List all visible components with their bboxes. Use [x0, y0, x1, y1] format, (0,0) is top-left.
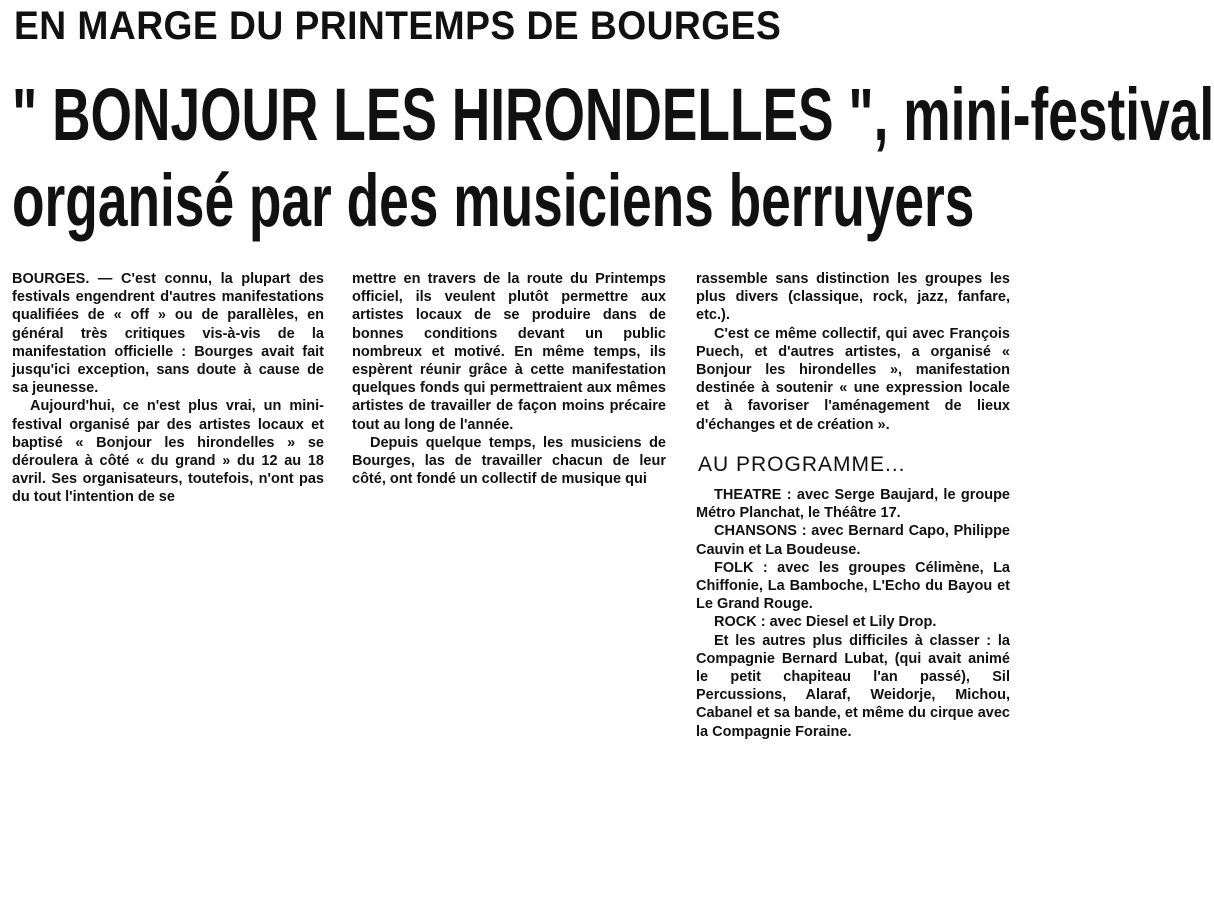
column-2-paragraph-2: Depuis quelque temps, les musiciens de Bourges, las de travailler chacun de leur côté, ont fondé un collectif de musique qui [352, 434, 666, 488]
program-subheading: AU PROGRAMME... [698, 452, 906, 476]
headline-line-2: organisé par des musiciens berruyers [12, 159, 975, 242]
column-2-paragraph-1: mettre en travers de la route du Printemps officiel, ils veulent plutôt permettre aux artistes locaux de se produire dans de bonnes conditions devant un public nombreux et motivé. En même temps, ils espèrent réunir grâce à cette manifestation quelques fonds qui permettraient aux mêmes artistes de travailler de façon moins précaire tout au long de l'année. [352, 271, 666, 433]
article-column-3 [696, 270, 1010, 741]
column-3-paragraph-1: rassemble sans distinction les groupes les plus divers (classique, rock, jazz, fanfare, etc.). [696, 271, 1010, 324]
article-column-1 [12, 270, 324, 507]
column-1-paragraph-1: BOURGES. — C'est connu, la plupart des festivals engendrent d'autres manifestations qualifiées de « off » ou de parallèles, en général très critiques vis-à-vis de la manifestation officielle : Bourges avait fait jusqu'ici exception, sans doute à cause de sa jeunesse. [12, 271, 324, 397]
column-1-paragraph-2: Aujourd'hui, ce n'est plus vrai, un mini-festival organisé par des artistes locaux et baptisé « Bonjour les hirondelles » se déroulera à côté « du grand » du 12 au 18 avril. Ses organisateurs, toutefois, n'ont pas du tout l'intention de se [12, 398, 324, 506]
program-theatre: THEATRE : avec Serge Baujard, le groupe Métro Planchat, le Théâtre 17. [696, 487, 1010, 522]
kicker-headline: EN MARGE DU PRINTEMPS DE BOURGES [14, 4, 782, 48]
headline-line-1: " BONJOUR LES HIRONDELLES ", mini-festival [12, 73, 1214, 156]
main-headline [12, 72, 1214, 244]
program-folk: FOLK : avec les groupes Célimène, La Chiffonie, La Bamboche, L'Echo du Bayou et Le Grand Rouge. [696, 559, 1010, 613]
column-3-paragraph-2: C'est ce même collectif, qui avec François Puech, et d'autres artistes, a organisé « Bonjour les hirondelles », manifestation destinée à soutenir « une expression locale et à favoriser l'aménagement de lieux d'échanges et de création ». [696, 325, 1010, 433]
program-rock: ROCK : avec Diesel et Lily Drop. [714, 614, 937, 631]
program-others: Et les autres plus difficiles à classer : la Compagnie Bernard Lubat, (qui avait animé le petit chapiteau l'an passé), Sil Percussions, Alaraf, Weidorje, Michou, Cabanel et sa bande, et même du cirque avec la Compagnie Foraine. [696, 632, 1010, 740]
program-chansons: CHANSONS : avec Bernard Capo, Philippe Cauvin et La Boudeuse. [696, 523, 1010, 558]
article-column-2 [352, 270, 666, 488]
